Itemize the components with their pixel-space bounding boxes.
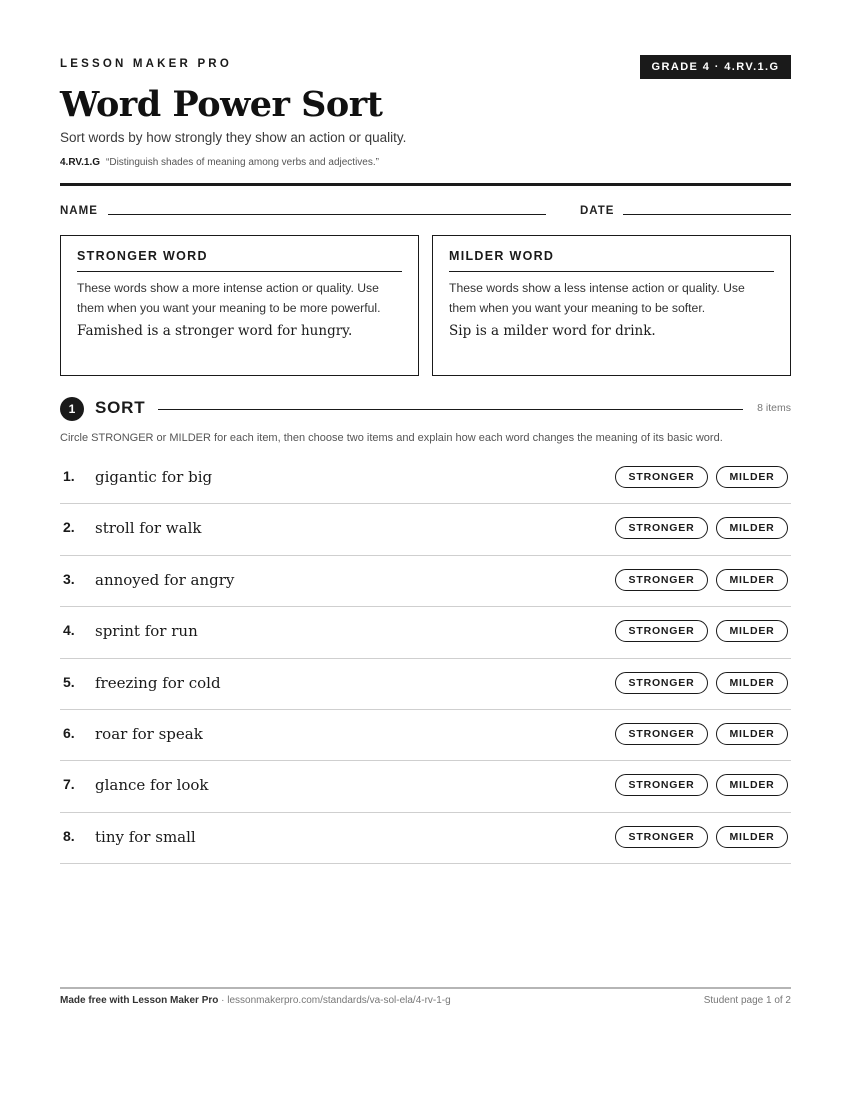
card-description: These words show a less intense action or quality. Use them when you want your meaning to be softer.	[449, 281, 745, 315]
footer-made-with: Made free with Lesson Maker Pro	[60, 995, 219, 1006]
item-text: glance for look	[95, 776, 209, 795]
item-number: 8.	[63, 827, 75, 844]
stronger-option[interactable]: STRONGER	[615, 723, 708, 745]
item-text: roar for speak	[95, 724, 203, 743]
item-number: 4.	[63, 622, 75, 639]
date-label: DATE	[580, 205, 615, 217]
milder-option[interactable]: MILDER	[716, 569, 788, 591]
item-count: 8 items	[757, 402, 791, 414]
stronger-option[interactable]: STRONGER	[615, 672, 708, 694]
section-title: SORT	[95, 398, 146, 417]
footer-url[interactable]: · lessonmakerpro.com/standards/va-sol-ela/4-rv-1-g	[218, 995, 451, 1006]
stronger-option[interactable]: STRONGER	[615, 517, 708, 539]
list-item	[60, 556, 791, 607]
list-item	[60, 504, 791, 555]
brand-name: LESSON MAKER PRO	[60, 58, 232, 70]
list-item	[60, 710, 791, 761]
card-heading: MILDER WORD	[449, 249, 774, 272]
standard-text: “Distinguish shades of meaning among verbs and adjectives.”	[106, 157, 379, 168]
item-text: annoyed for angry	[95, 570, 235, 589]
item-number: 1.	[63, 468, 75, 484]
stronger-word-card	[60, 235, 419, 376]
stronger-option[interactable]: STRONGER	[615, 466, 708, 488]
stronger-option[interactable]: STRONGER	[615, 826, 708, 848]
section-instructions: Circle STRONGER or MILDER for each item, then choose two items and explain how each word changes the meaning of its basic word.	[60, 432, 723, 444]
item-number: 7.	[63, 776, 75, 793]
stronger-option[interactable]: STRONGER	[615, 774, 708, 796]
section-rule	[158, 409, 743, 410]
item-text: tiny for small	[95, 827, 196, 846]
standard-code: 4.RV.1.G	[60, 157, 101, 168]
card-heading: STRONGER WORD	[77, 249, 402, 272]
list-item	[60, 607, 791, 658]
header-divider	[60, 183, 791, 186]
milder-option[interactable]: MILDER	[716, 517, 788, 539]
footer-divider	[60, 987, 791, 989]
milder-option[interactable]: MILDER	[716, 620, 788, 642]
card-example: Famished is a stronger word for hungry.	[77, 323, 353, 339]
item-number: 6.	[63, 724, 75, 741]
item-text: gigantic for big	[95, 468, 213, 486]
standard-line	[60, 157, 379, 168]
sort-items-list	[60, 453, 791, 864]
milder-option[interactable]: MILDER	[716, 672, 788, 694]
grade-badge: GRADE 4 · 4.RV.1.G	[640, 55, 791, 79]
item-text: freezing for cold	[95, 673, 221, 692]
item-number: 5.	[63, 673, 75, 690]
date-field[interactable]	[623, 214, 791, 215]
item-number: 3.	[63, 570, 75, 587]
stronger-option[interactable]: STRONGER	[615, 620, 708, 642]
item-number: 2.	[63, 519, 75, 536]
milder-option[interactable]: MILDER	[716, 826, 788, 848]
list-item	[60, 453, 791, 504]
footer-credit	[60, 995, 451, 1006]
name-label: NAME	[60, 205, 98, 217]
footer-page-number: Student page 1 of 2	[703, 995, 791, 1006]
milder-option[interactable]: MILDER	[716, 774, 788, 796]
item-text: sprint for run	[95, 622, 198, 641]
page-title: Word Power Sort	[60, 84, 383, 125]
section-number-badge: 1	[60, 397, 84, 421]
card-example: Sip is a milder word for drink.	[449, 323, 656, 339]
stronger-option[interactable]: STRONGER	[615, 569, 708, 591]
item-text: stroll for walk	[95, 519, 202, 538]
milder-word-card	[432, 235, 791, 376]
card-description: These words show a more intense action or quality. Use them when you want your meaning to be more powerful.	[77, 281, 381, 315]
milder-option[interactable]: MILDER	[716, 723, 788, 745]
page-subtitle: Sort words by how strongly they show an action or quality.	[60, 130, 407, 145]
milder-option[interactable]: MILDER	[716, 466, 788, 488]
list-item	[60, 761, 791, 812]
list-item	[60, 813, 791, 864]
list-item	[60, 659, 791, 710]
name-field[interactable]	[108, 214, 546, 215]
